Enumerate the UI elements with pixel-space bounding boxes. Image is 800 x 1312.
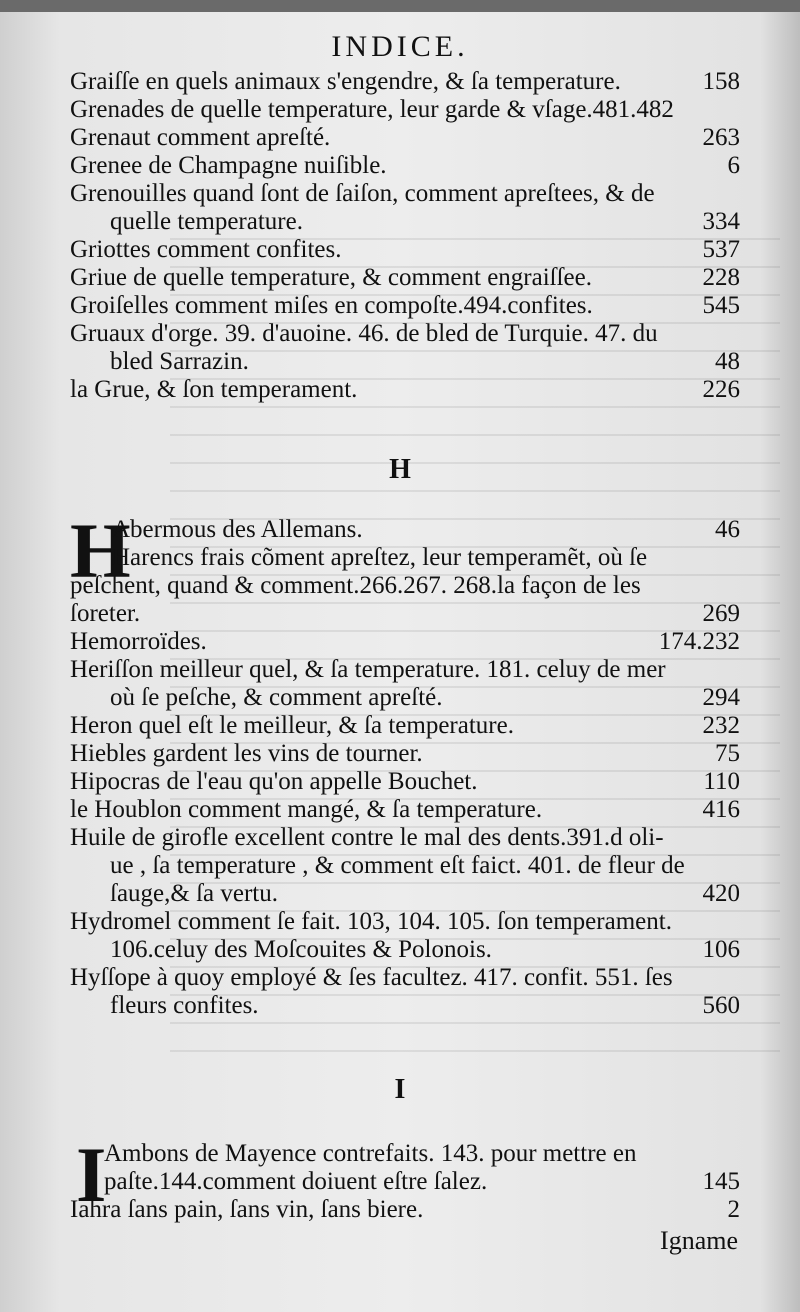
index-entry (70, 768, 740, 796)
entry-line: bled Sarrazin. (110, 348, 249, 375)
index-entry (70, 264, 740, 292)
entry-line: Harencs frais cõment apreſtez, leur temperamẽt, où ſe (112, 544, 648, 571)
page-ref: 263 (702, 124, 740, 151)
page-top-edge (0, 0, 800, 12)
index-entry (70, 68, 740, 96)
page-ref: 158 (702, 68, 740, 95)
index-section-h (70, 507, 740, 1020)
index-section-g (70, 68, 740, 404)
entry-line: Heriſſon meilleur quel, & ſa temperature. 181. celuy de mer (70, 656, 666, 683)
entry-line: ſoreter. (70, 600, 141, 627)
index-entry (70, 796, 740, 824)
page-ref: 106 (702, 936, 740, 963)
page-ref: 226 (702, 376, 740, 403)
section-letter-i: I (394, 1074, 406, 1105)
page-ref: 6 (727, 152, 740, 179)
entry-line: Abermous des Allemans. (112, 516, 363, 543)
entry-line: le Houblon comment mangé, & ſa temperature. (70, 796, 543, 823)
entry-line: Hipocras de l'eau qu'on appelle Bouchet. (70, 768, 478, 795)
entry-line: paſte.144.comment doiuent eſtre ſalez. (104, 1168, 488, 1195)
entry-line: Hemorroïdes. (70, 628, 207, 655)
index-entry (70, 824, 740, 908)
page-ref: 537 (702, 236, 740, 263)
page-ref: 228 (702, 264, 740, 291)
index-entry (70, 320, 740, 376)
page-ref: 545 (702, 292, 740, 319)
entry-line: Griottes comment confites. (70, 236, 342, 263)
page-ref: 294 (702, 684, 740, 711)
index-entry (70, 908, 740, 964)
page-ref: 46 (715, 516, 740, 543)
page-ref: 334 (702, 208, 740, 235)
entry-line: 106.celuy des Moſcouites & Polonois. (110, 936, 492, 963)
entry-line: Grenouilles quand ſont de ſaiſon, comment apreſtees, & de (70, 180, 655, 207)
page-ref: 75 (715, 740, 740, 767)
entry-line: Heron quel eſt le meilleur, & ſa temperature. (70, 712, 514, 739)
entry-line: Ambons de Mayence contrefaits. 143. pour mettre en (104, 1140, 637, 1167)
index-entry (70, 964, 740, 1020)
drop-cap-i: I (76, 1131, 107, 1218)
entry-line: Huile de girofle excellent contre le mal des dents.391.d oli- (70, 824, 664, 851)
entry-line: Grenades de quelle temperature, leur garde & vſage.481.482 (70, 96, 674, 123)
running-head: INDICE. (331, 30, 469, 63)
index-entry (70, 180, 740, 236)
index-entry (70, 544, 740, 628)
page-ref: 269 (702, 600, 740, 627)
index-entry (70, 236, 740, 264)
entry-line: Grenaut comment apreſté. (70, 124, 331, 151)
entry-line: Grenee de Champagne nuiſible. (70, 152, 387, 179)
index-entry (70, 124, 740, 152)
index-entry (70, 152, 740, 180)
index-entry (70, 376, 740, 404)
entry-line: fleurs confites. (110, 992, 259, 1019)
index-entry (70, 96, 740, 124)
page-ref: 560 (702, 992, 740, 1019)
index-entry (70, 1140, 740, 1196)
index-entry (70, 740, 740, 768)
entry-line: Hydromel comment ſe fait. 103, 104. 105. ſon temperament. (70, 908, 672, 935)
entry-line: Graiſſe en quels animaux s'engendre, & ſa temperature. (70, 68, 621, 95)
index-entry (70, 712, 740, 740)
section-letter-h: H (389, 454, 411, 485)
index-section-i (70, 1131, 740, 1224)
entry-line: peſchent, quand & comment.266.267. 268.la façon de les (70, 572, 641, 599)
index-entry (70, 292, 740, 320)
page-ref: 416 (702, 796, 740, 823)
page-ref: 110 (703, 768, 740, 795)
entry-line: quelle temperature. (110, 208, 303, 235)
index-entry (70, 1196, 740, 1224)
entry-line: Groiſelles comment miſes en compoſte.494.confites. (70, 292, 593, 319)
entry-line: où ſe peſche, & comment apreſté. (110, 684, 443, 711)
entry-line: ue , ſa temperature , & comment eſt faict. 401. de fleur de (110, 852, 685, 879)
page-ref: 145 (702, 1168, 740, 1195)
page-ref: 232 (702, 712, 740, 739)
entry-line: Gruaux d'orge. 39. d'auoine. 46. de bled de Turquie. 47. du (70, 320, 658, 347)
page-ref: 420 (702, 880, 740, 907)
page-ref: 174.232 (658, 628, 740, 655)
index-entry (70, 656, 740, 712)
entry-line: la Grue, & ſon temperament. (70, 376, 358, 403)
entry-line: Hiebles gardent les vins de tourner. (70, 740, 423, 767)
drop-cap-h: H (70, 507, 131, 594)
entry-line: Hyſſope à quoy employé & ſes facultez. 417. confit. 551. ſes (70, 964, 673, 991)
page-ref: 48 (715, 348, 740, 375)
entry-line: Iahra ſans pain, ſans vin, ſans biere. (70, 1196, 424, 1223)
entry-line: ſauge,& ſa vertu. (110, 880, 278, 907)
catchword: Igname (660, 1226, 738, 1255)
index-entry (70, 516, 740, 544)
index-entry (70, 628, 740, 656)
page-ref: 2 (727, 1196, 740, 1223)
entry-line: Griue de quelle temperature, & comment engraiſſee. (70, 264, 592, 291)
